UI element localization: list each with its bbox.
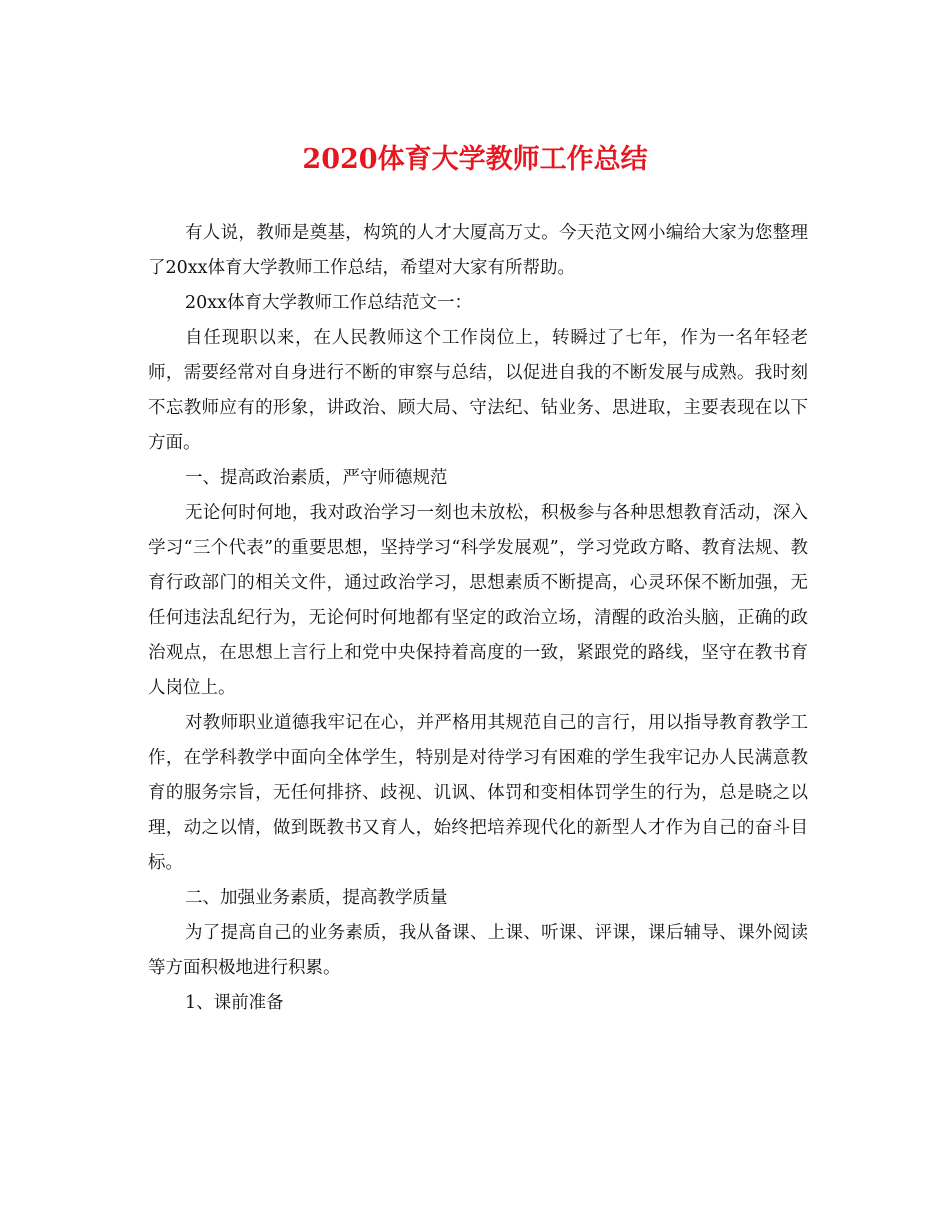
subsection-heading: 1、课前准备 — [185, 993, 284, 1013]
body-paragraph: 无论何时何地，我对政治学习一刻也未放松，积极参与各种思想教育活动，深入学习“三个代表”的重要思想，坚持学习“科学发展观”，学习党政方略、教育法规、教育行政部门的相关文件，通过政治学习，思想素质不断提高，心灵环保不断加强，无任何违法乱纪行为，无论何时何地都有坚定的政治立场，清醒的政治头脑，正确的政治观点，在思想上言行上和党中央保持着高度的一致，紧跟党的路线，坚守在教书育人岗位上。 — [148, 503, 808, 698]
sample-heading: 20xx体育大学教师工作总结范文一： — [185, 293, 473, 313]
body-paragraph: 自任现职以来，在人民教师这个工作岗位上，转瞬过了七年，作为一名年轻老师，需要经常对自身进行不断的审察与总结，以促进自我的不断发展与成熟。我时刻不忘教师应有的形象，讲政治、顾大局、守法纪、钻业务、思进取，主要表现在以下方面。 — [148, 328, 808, 453]
intro-paragraph: 有人说，教师是奠基，构筑的人才大厦高万丈。今天范文网小编给大家为您整理了20xx体育大学教师工作总结，希望对大家有所帮助。 — [148, 223, 808, 278]
section-heading-2: 二、加强业务素质，提高教学质量 — [185, 888, 448, 908]
section-heading-1: 一、提高政治素质，严守师德规范 — [185, 468, 448, 488]
document-body — [148, 216, 808, 1021]
body-paragraph: 为了提高自己的业务素质，我从备课、上课、听课、评课，课后辅导、课外阅读等方面积极地进行积累。 — [148, 923, 808, 978]
body-paragraph: 对教师职业道德我牢记在心，并严格用其规范自己的言行，用以指导教育教学工作，在学科教学中面向全体学生，特别是对待学习有困难的学生我牢记办人民满意教育的服务宗旨，无任何排挤、歧视、讥讽、体罚和变相体罚学生的行为，总是晓之以理，动之以情，做到既教书又育人，始终把培养现代化的新型人才作为自己的奋斗目标。 — [148, 713, 808, 873]
document-title: 2020体育大学教师工作总结 — [302, 144, 648, 175]
